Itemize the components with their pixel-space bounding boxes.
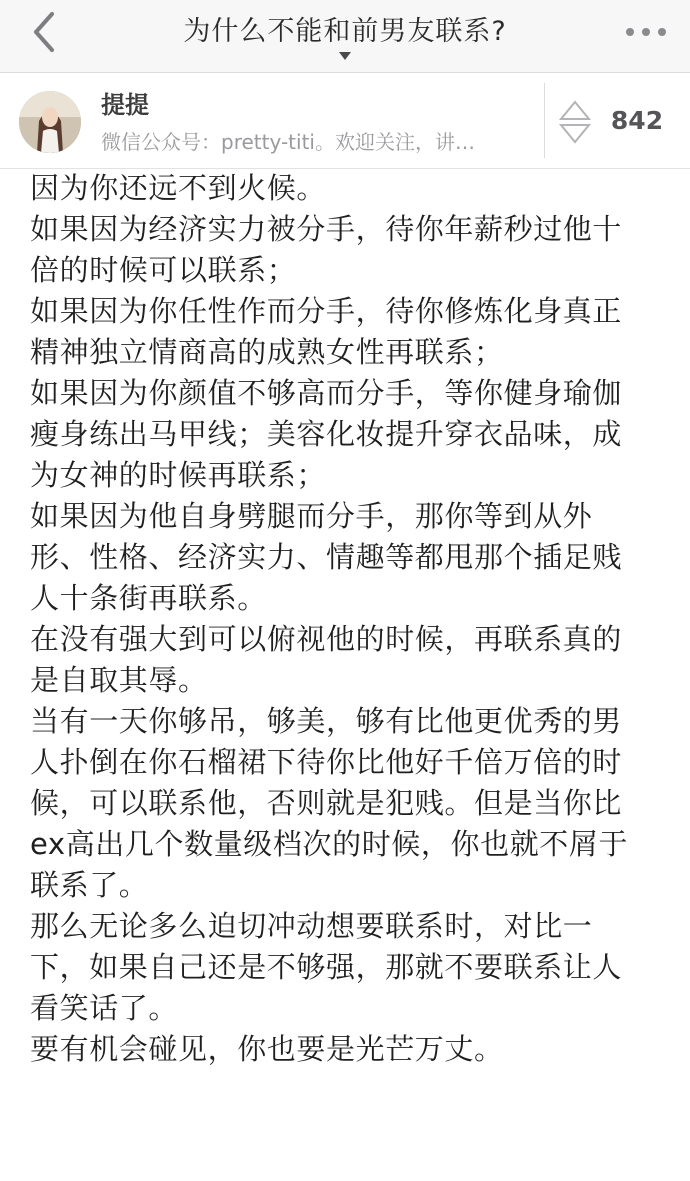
- article-line: 精神独立情商高的成熟女性再联系；: [30, 335, 504, 369]
- article-line: 瘦身练出马甲线；美容化妆提升穿衣品味，成: [30, 417, 623, 451]
- article-line: 看笑话了。: [30, 991, 179, 1025]
- article-line: 如果因为经济实力被分手，待你年薪秒过他十: [30, 212, 623, 246]
- more-button[interactable]: [622, 20, 670, 44]
- article-line: ex高出几个数量级档次的时候，你也就不屑于: [30, 827, 629, 861]
- article-line: 人十条街再联系。: [30, 581, 267, 615]
- chevron-left-icon: [22, 8, 66, 58]
- avatar[interactable]: [19, 91, 81, 153]
- article-line: 如果因为你任性作而分手，待你修炼化身真正: [30, 294, 623, 328]
- article-line: 下，如果自己还是不够强，那就不要联系让人: [30, 950, 623, 984]
- more-horizontal-icon: [622, 20, 670, 44]
- article-line: 那么无论多么迫切冲动想要联系时，对比一: [30, 909, 593, 943]
- navigation-bar: [0, 0, 690, 73]
- article-line: 人扑倒在你石榴裙下待你比他好千倍万倍的时: [30, 745, 623, 779]
- caret-down-icon[interactable]: [339, 51, 351, 61]
- author-name[interactable]: 提提: [101, 91, 149, 119]
- article-line: 在没有强大到可以俯视他的时候，再联系真的: [30, 622, 623, 656]
- article-line: 是自取其辱。: [30, 663, 208, 697]
- article-line: 联系了。: [30, 868, 149, 902]
- back-button[interactable]: [22, 8, 66, 58]
- page-title[interactable]: 为什么不能和前男友联系?: [183, 16, 507, 47]
- author-description: 微信公众号：pretty-titi。欢迎关注，讲…: [101, 130, 475, 154]
- up-down-vote-icon: [558, 99, 592, 145]
- article-line: 要有机会碰见，你也要是光芒万丈。: [30, 1032, 504, 1066]
- article-line: 倍的时候可以联系；: [30, 253, 297, 287]
- article-line: 因为你还远不到火候。: [30, 171, 327, 205]
- article-line: 候，可以联系他，否则就是犯贱。但是当你比: [30, 786, 623, 820]
- vote-button[interactable]: [558, 99, 592, 145]
- author-bar: [0, 73, 690, 169]
- article-line: 如果因为他自身劈腿而分手，那你等到从外: [30, 499, 593, 533]
- avatar-photo: [19, 91, 81, 153]
- article-line: 如果因为你颜值不够高而分手，等你健身瑜伽: [30, 376, 623, 410]
- article-line: 当有一天你够吊，够美，够有比他更优秀的男: [30, 704, 623, 738]
- article-line: 形、性格、经济实力、情趣等都甩那个插足贱: [30, 540, 623, 574]
- article-line: 为女神的时候再联系；: [30, 458, 327, 492]
- divider: [544, 83, 545, 158]
- vote-count: 842: [610, 106, 664, 135]
- article-body: [30, 168, 670, 1070]
